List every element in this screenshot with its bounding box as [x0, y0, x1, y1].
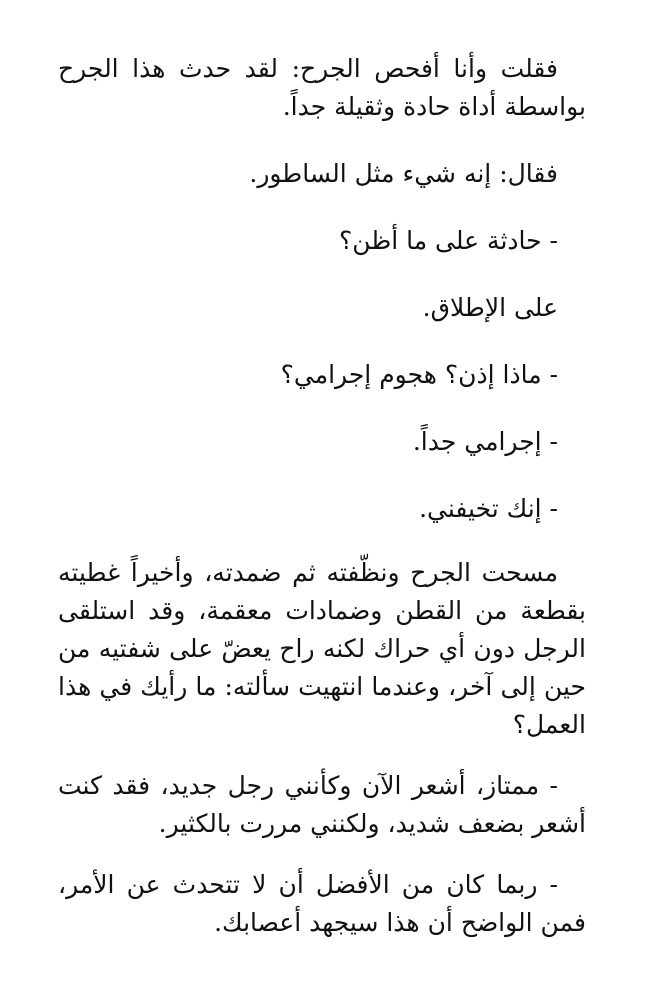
dialogue-line: - حادثة على ما أظن؟: [339, 226, 558, 255]
book-page: [58, 50, 586, 1000]
dialogue-line: - ربما كان من الأفضل أن لا تتحدث عن الأمر، فمن الواضح أن هذا سيجهد أعصابك.: [58, 870, 586, 937]
narration-paragraph: مسحت الجرح ونظّفته ثم ضمدته، وأخيراً غطيته بقطعة من القطن وضمادات معقمة، وقد استلقى الرجل دون أي حراك لكنه راح يعضّ على شفتيه من حين إلى آخر، وعندما انتهيت سألته: ما رأيك في هذا العمل؟: [58, 558, 586, 739]
narration-paragraph: فقلت وأنا أفحص الجرح: لقد حدث هذا الجرح بواسطة أداة حادة وثقيلة جداً.: [58, 54, 586, 121]
dialogue-line: - إجرامي جداً.: [412, 427, 558, 456]
dialogue-line: على الإطلاق.: [422, 293, 558, 322]
dialogue-line: - ممتاز، أشعر الآن وكأنني رجل جديد، فقد كنت أشعر بضعف شديد، ولكنني مررت بالكثير.: [58, 771, 586, 838]
dialogue-line: - ماذا إذن؟ هجوم إجرامي؟: [280, 360, 558, 389]
dialogue-line: فقال: إنه شيء مثل الساطور.: [249, 159, 558, 188]
dialogue-line: - إنك تخيفني.: [419, 494, 558, 523]
